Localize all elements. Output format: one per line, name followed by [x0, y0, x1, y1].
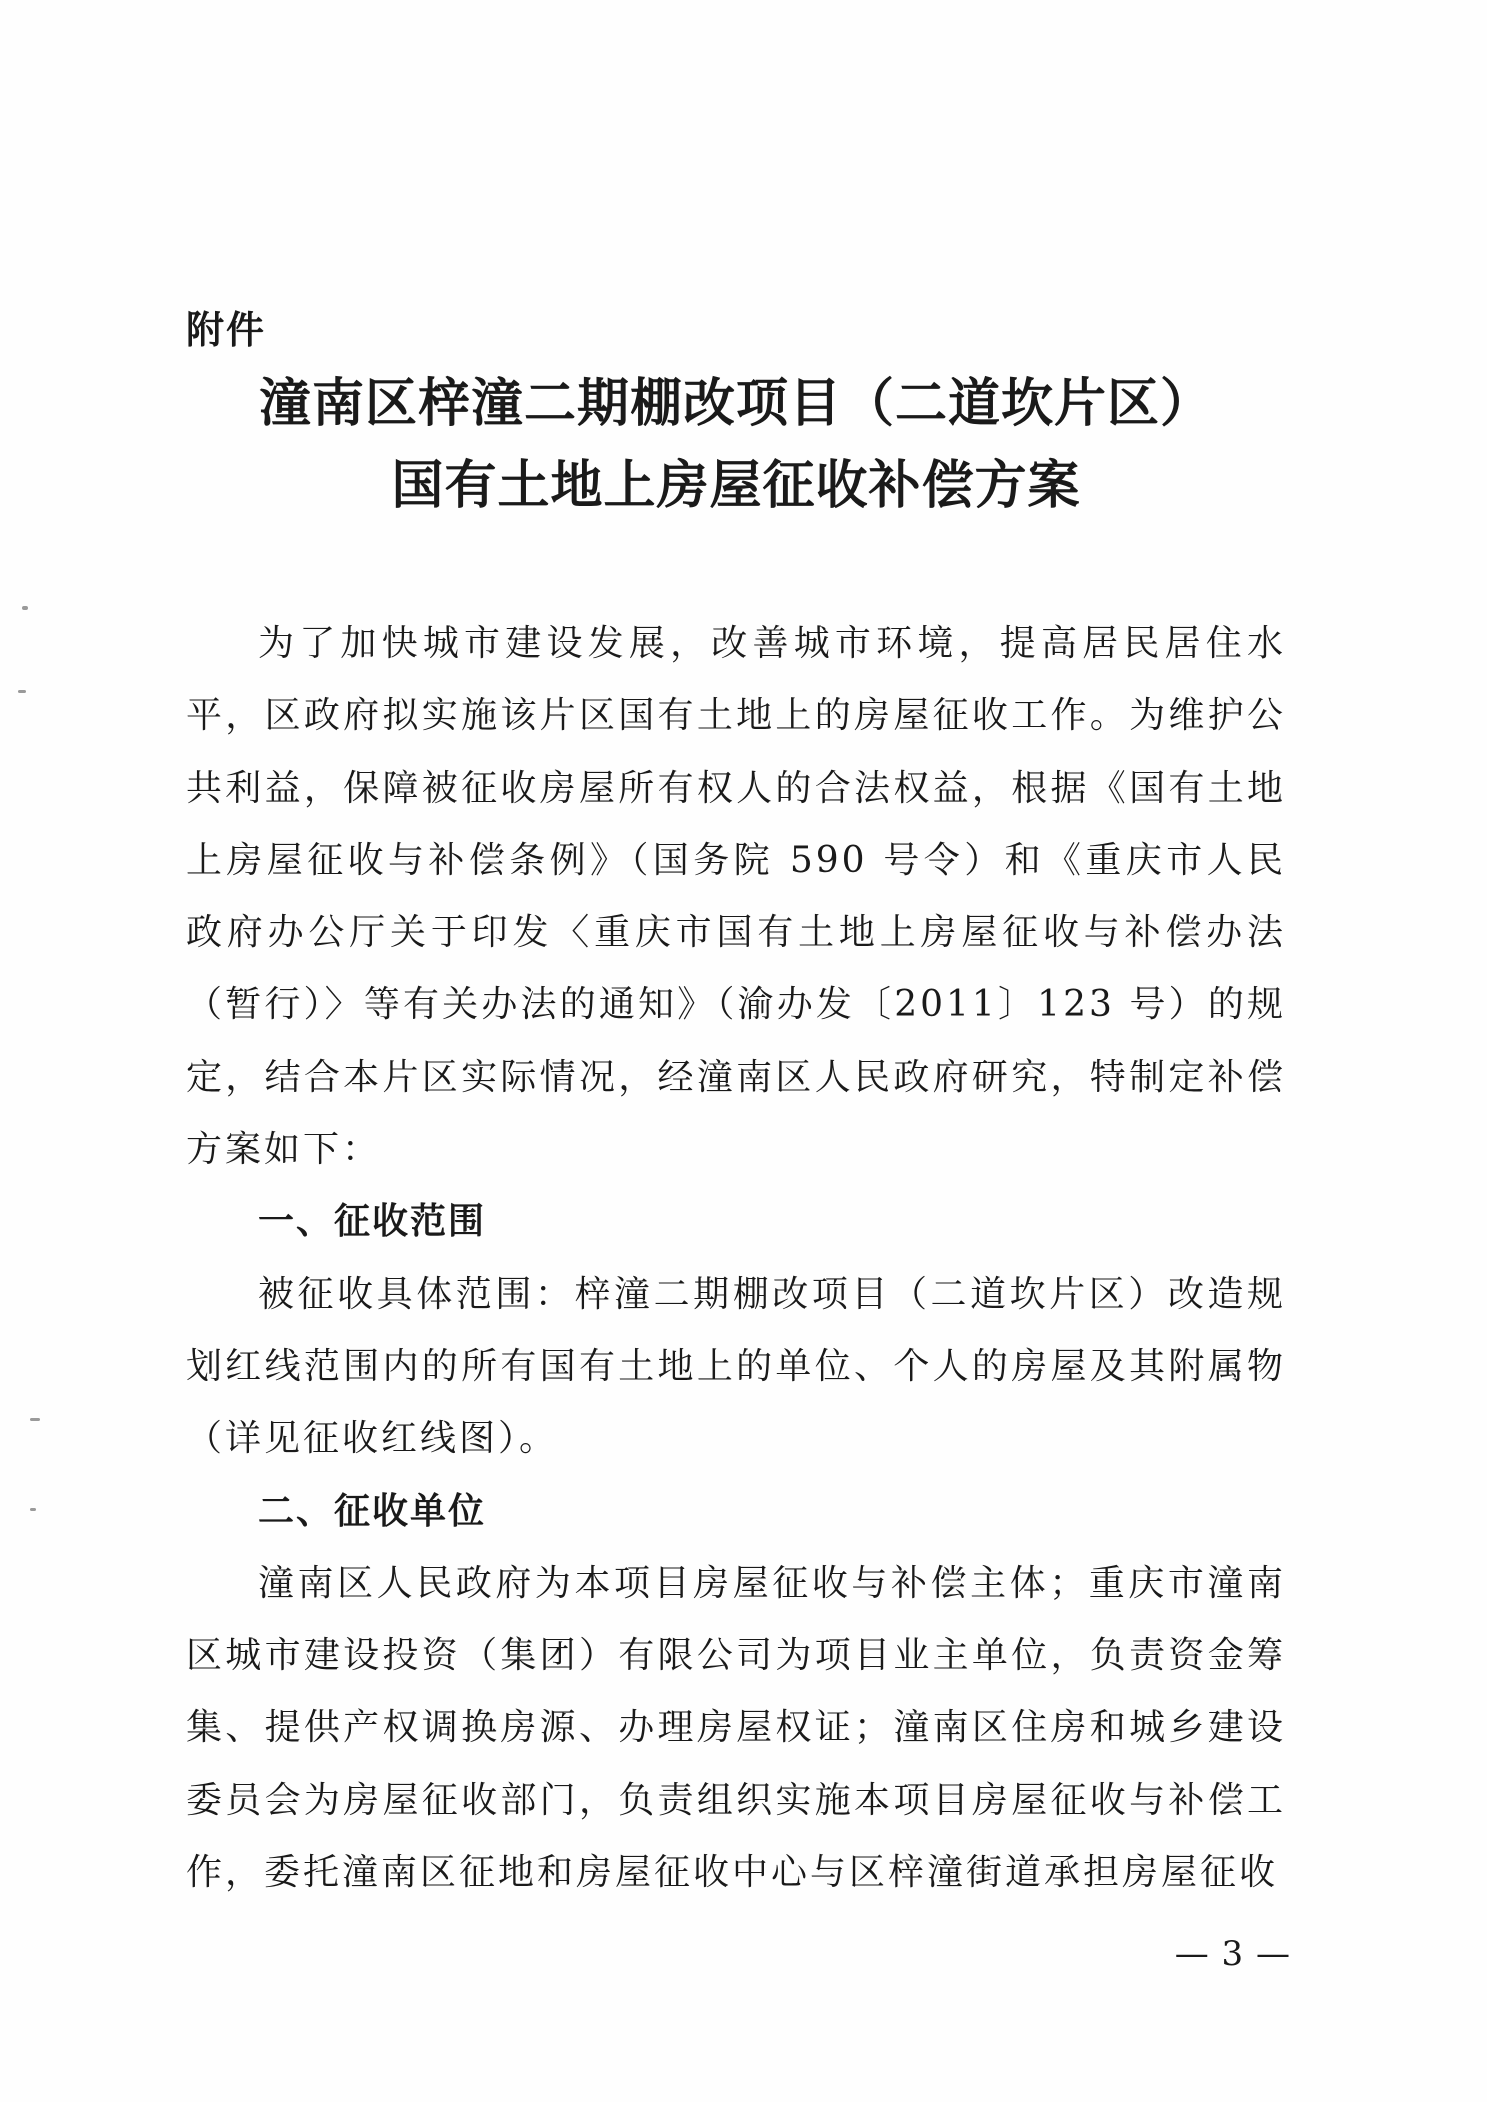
document-body	[186, 608, 1286, 1909]
scan-speck	[22, 606, 28, 610]
page-number: — 3 —	[1174, 1934, 1291, 1974]
scan-speck	[30, 1418, 40, 1421]
section-paragraph-scope: 被征收具体范围：梓潼二期棚改项目（二道坎片区）改造规划红线范围内的所有国有土地上的单位、个人的房屋及其附属物（详见征收红线图）。	[186, 1273, 1286, 1460]
attachment-label: 附件	[186, 308, 267, 352]
section-paragraph-unit: 潼南区人民政府为本项目房屋征收与补偿主体；重庆市潼南区城市建设投资（集团）有限公司为项目业主单位，负责资金筹集、提供产权调换房源、办理房屋权证；潼南区住房和城乡建设委员会为房屋征收部门，负责组织实施本项目房屋征收与补偿工作，委托潼南区征地和房屋征收中心与区梓潼街道承担房屋征收	[186, 1562, 1286, 1894]
document-title-line-1: 潼南区梓潼二期棚改项目（二道坎片区）	[258, 373, 1213, 434]
section-heading-scope: 一、征收范围	[258, 1201, 487, 1243]
intro-paragraph: 为了加快城市建设发展，改善城市环境，提高居民居住水平，区政府拟实施该片区国有土地上的房屋征收工作。为维护公共利益，保障被征收房屋所有权人的合法权益，根据《国有土地上房屋征收与补偿条例》（国务院 590 号令）和《重庆市人民政府办公厅关于印发〈重庆市国有土地上房屋征收与补偿办法（暂行）〉等有关办法的通知》（渝办发〔2011〕123 号）的规定，结合本片区实际情况，经潼南区人民政府研究，特制定补偿方案如下：	[186, 623, 1286, 1171]
scan-speck	[18, 690, 26, 693]
section-heading-unit: 二、征收单位	[258, 1490, 487, 1532]
scan-speck	[30, 1508, 36, 1511]
document-title-line-2: 国有土地上房屋征收补偿方案	[391, 455, 1081, 516]
